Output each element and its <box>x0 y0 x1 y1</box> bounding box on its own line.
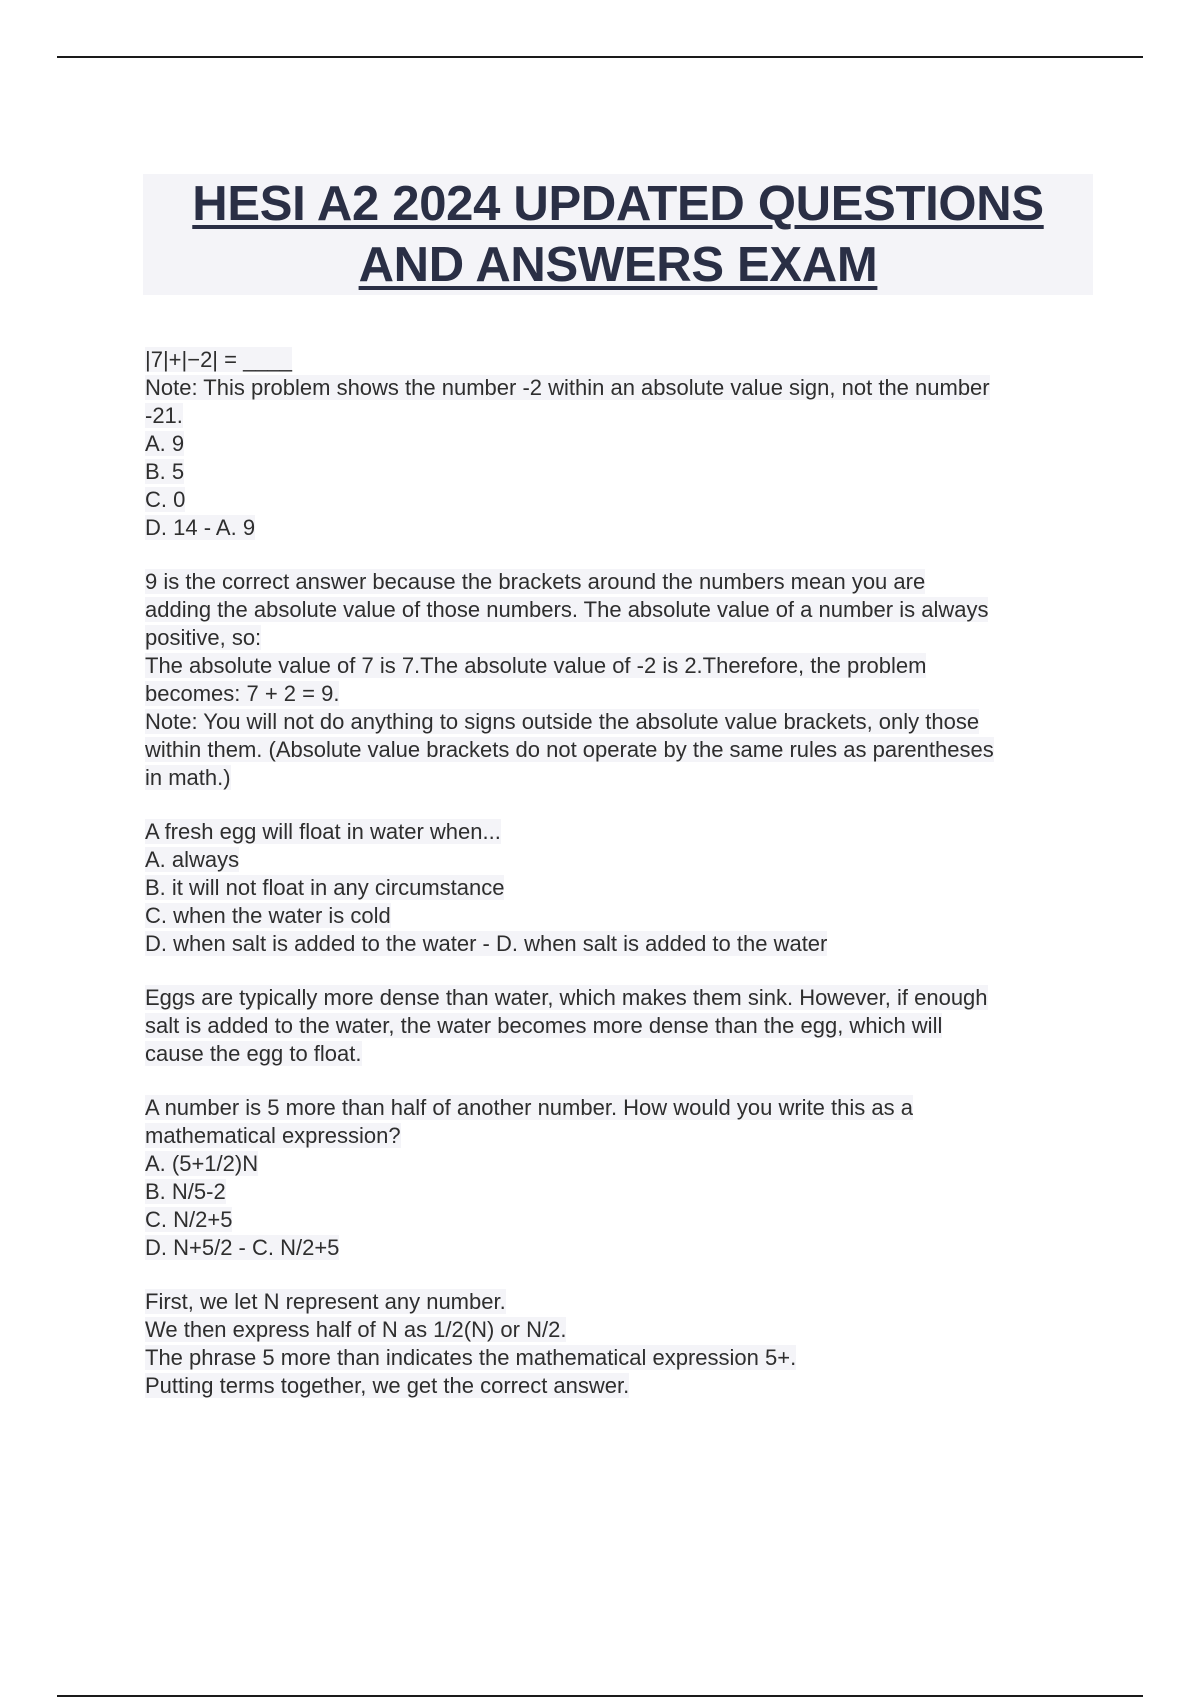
question-line: A fresh egg will float in water when... <box>145 819 501 844</box>
options-list <box>145 1150 1095 1262</box>
question-line: A number is 5 more than half of another number. How would you write this as a <box>145 1095 913 1120</box>
question-text <box>145 346 1095 430</box>
document-body <box>145 346 1095 1400</box>
top-rule <box>57 56 1143 58</box>
option-item-answer: D. N+5/2 - C. N/2+5 <box>145 1235 340 1260</box>
explanation-text <box>145 984 1095 1068</box>
explanation-line: Putting terms together, we get the correct answer. <box>145 1373 630 1398</box>
question-block <box>145 1094 1095 1400</box>
explanation-line: Eggs are typically more dense than water, which makes them sink. However, if enough <box>145 985 988 1010</box>
explanation-line: positive, so: <box>145 625 262 650</box>
question-block <box>145 346 1095 792</box>
option-item: B. N/5-2 <box>145 1179 226 1204</box>
option-item: B. 5 <box>145 459 185 484</box>
question-line: mathematical expression? <box>145 1123 401 1148</box>
question-text <box>145 818 1095 846</box>
title-line-2: AND ANSWERS EXAM <box>358 238 878 292</box>
question-text <box>145 1094 1095 1150</box>
option-item-answer: D. when salt is added to the water - D. when salt is added to the water <box>145 931 828 956</box>
explanation-line: cause the egg to float. <box>145 1041 362 1066</box>
question-block <box>145 818 1095 1068</box>
option-item: C. 0 <box>145 487 186 512</box>
bottom-rule <box>57 1695 1143 1697</box>
question-line: |7|+|−2| = ____ <box>145 347 293 372</box>
question-line: Note: This problem shows the number -2 within an absolute value sign, not the number <box>145 375 990 400</box>
explanation-line: Note: You will not do anything to signs outside the absolute value brackets, only those <box>145 709 980 734</box>
explanation-line: The absolute value of 7 is 7.The absolute value of -2 is 2.Therefore, the problem <box>145 653 927 678</box>
explanation-line: becomes: 7 + 2 = 9. <box>145 681 340 706</box>
question-line: -21. <box>145 403 183 428</box>
explanation-line: in math.) <box>145 765 231 790</box>
explanation-line: adding the absolute value of those numbers. The absolute value of a number is always <box>145 597 989 622</box>
option-item: A. 9 <box>145 431 185 456</box>
option-item: B. it will not float in any circumstance <box>145 875 505 900</box>
explanation-line: 9 is the correct answer because the brackets around the numbers mean you are <box>145 569 926 594</box>
explanation-line: within them. (Absolute value brackets do not operate by the same rules as parentheses <box>145 737 994 762</box>
explanation-line: First, we let N represent any number. <box>145 1289 506 1314</box>
explanation-line: salt is added to the water, the water becomes more dense than the egg, which will <box>145 1013 943 1038</box>
option-item: A. (5+1/2)N <box>145 1151 259 1176</box>
explanation-text <box>145 1288 1095 1400</box>
option-item: A. always <box>145 847 240 872</box>
explanation-text <box>145 568 1095 792</box>
options-list <box>145 430 1095 542</box>
explanation-line: The phrase 5 more than indicates the mathematical expression 5+. <box>145 1345 797 1370</box>
option-item: C. when the water is cold <box>145 903 391 928</box>
option-item: C. N/2+5 <box>145 1207 233 1232</box>
document-title <box>143 174 1093 295</box>
explanation-line: We then express half of N as 1/2(N) or N/2. <box>145 1317 567 1342</box>
title-line-1: HESI A2 2024 UPDATED QUESTIONS <box>192 177 1044 231</box>
options-list <box>145 846 1095 958</box>
option-item-answer: D. 14 - A. 9 <box>145 515 256 540</box>
